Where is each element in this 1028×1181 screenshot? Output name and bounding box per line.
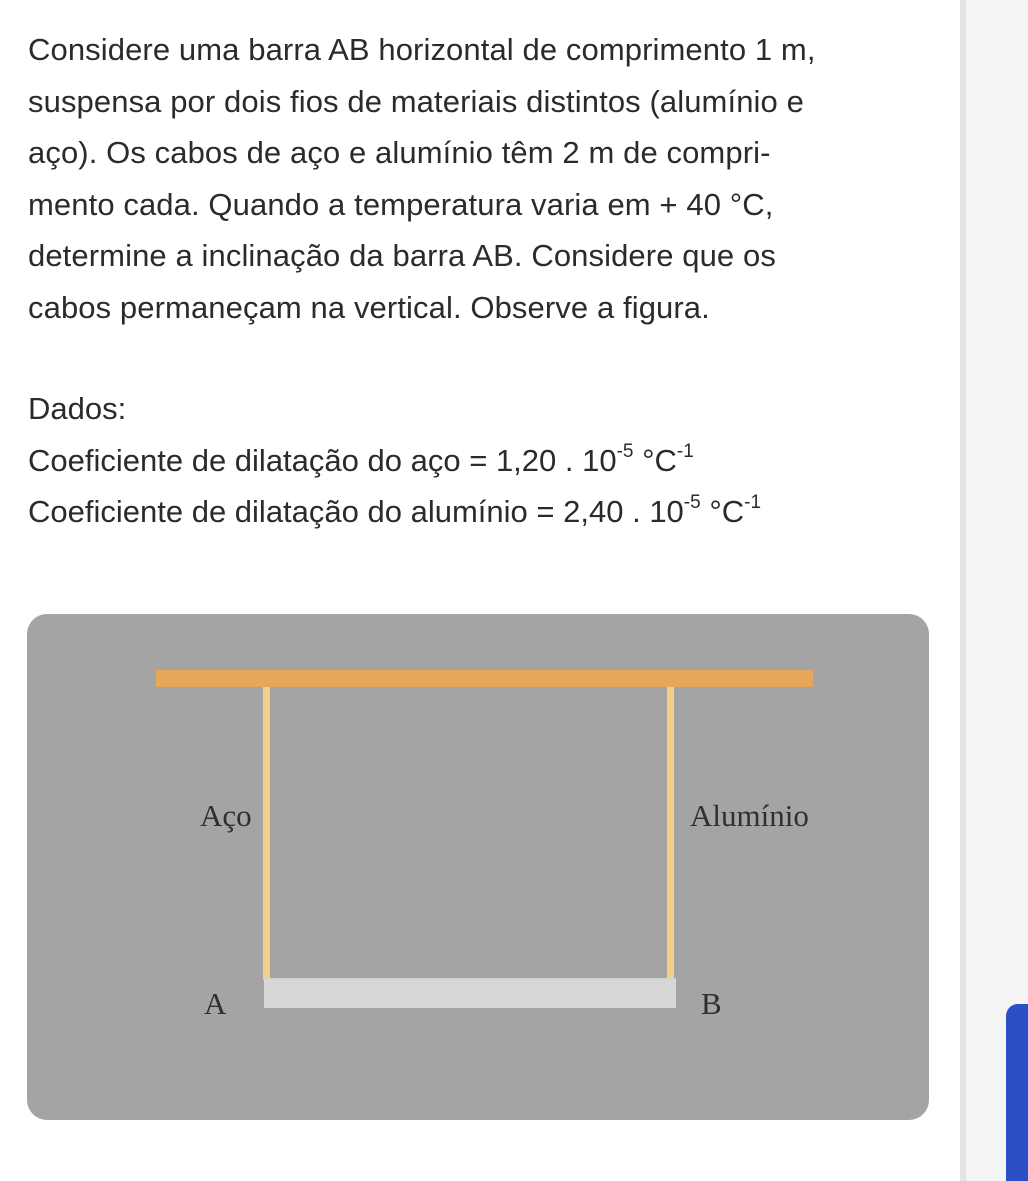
aluminum-unit-exponent: -1 <box>744 492 762 513</box>
problem-line: Considere uma barra AB horizontal de comprimento 1 m, <box>28 32 816 67</box>
steel-unit-exponent: -1 <box>676 440 694 462</box>
steel-wire <box>263 687 270 980</box>
steel-equals: = <box>469 442 488 478</box>
aluminum-coefficient <box>28 486 938 538</box>
problem-line: determine a inclinação da barra AB. Considere que os <box>28 238 776 273</box>
problem-line: cabos permaneçam na vertical. Observe a figura. <box>28 289 710 325</box>
scrollbar-thumb[interactable] <box>1006 1004 1028 1181</box>
point-a-label: A <box>204 986 227 1021</box>
steel-coefficient-label: Coeficiente de dilatação do aço <box>28 442 461 478</box>
problem-line: aço). Os cabos de aço e alumínio têm 2 m de compri- <box>28 135 771 170</box>
aluminum-mantissa: 2,40 . 10 <box>563 494 684 529</box>
aluminum-coefficient-label: Coeficiente de dilatação do alumínio <box>28 494 528 529</box>
aluminum-exponent: -5 <box>683 492 701 513</box>
aluminum-wire-label: Alumínio <box>690 798 809 833</box>
steel-coefficient <box>28 435 938 487</box>
content-area <box>28 24 938 538</box>
ceiling-support <box>156 670 813 687</box>
steel-wire-label: Aço <box>200 798 252 833</box>
aluminum-equals: = <box>536 494 555 529</box>
steel-mantissa: 1,20 . 10 <box>495 442 617 478</box>
steel-unit: °C <box>642 442 677 478</box>
problem-line: suspensa por dois fios de materiais distintos (alumínio e <box>28 83 804 119</box>
steel-exponent: -5 <box>616 440 634 462</box>
given-data <box>28 383 938 538</box>
aluminum-unit: °C <box>709 494 745 529</box>
bar-suspension-figure <box>27 614 929 1120</box>
bar-ab <box>264 978 676 1008</box>
problem-statement <box>28 24 938 333</box>
data-heading: Dados: <box>28 391 127 426</box>
point-b-label: B <box>701 986 722 1021</box>
problem-line: mento cada. Quando a temperatura varia em + 40 °C, <box>28 186 774 222</box>
aluminum-wire <box>667 687 674 980</box>
